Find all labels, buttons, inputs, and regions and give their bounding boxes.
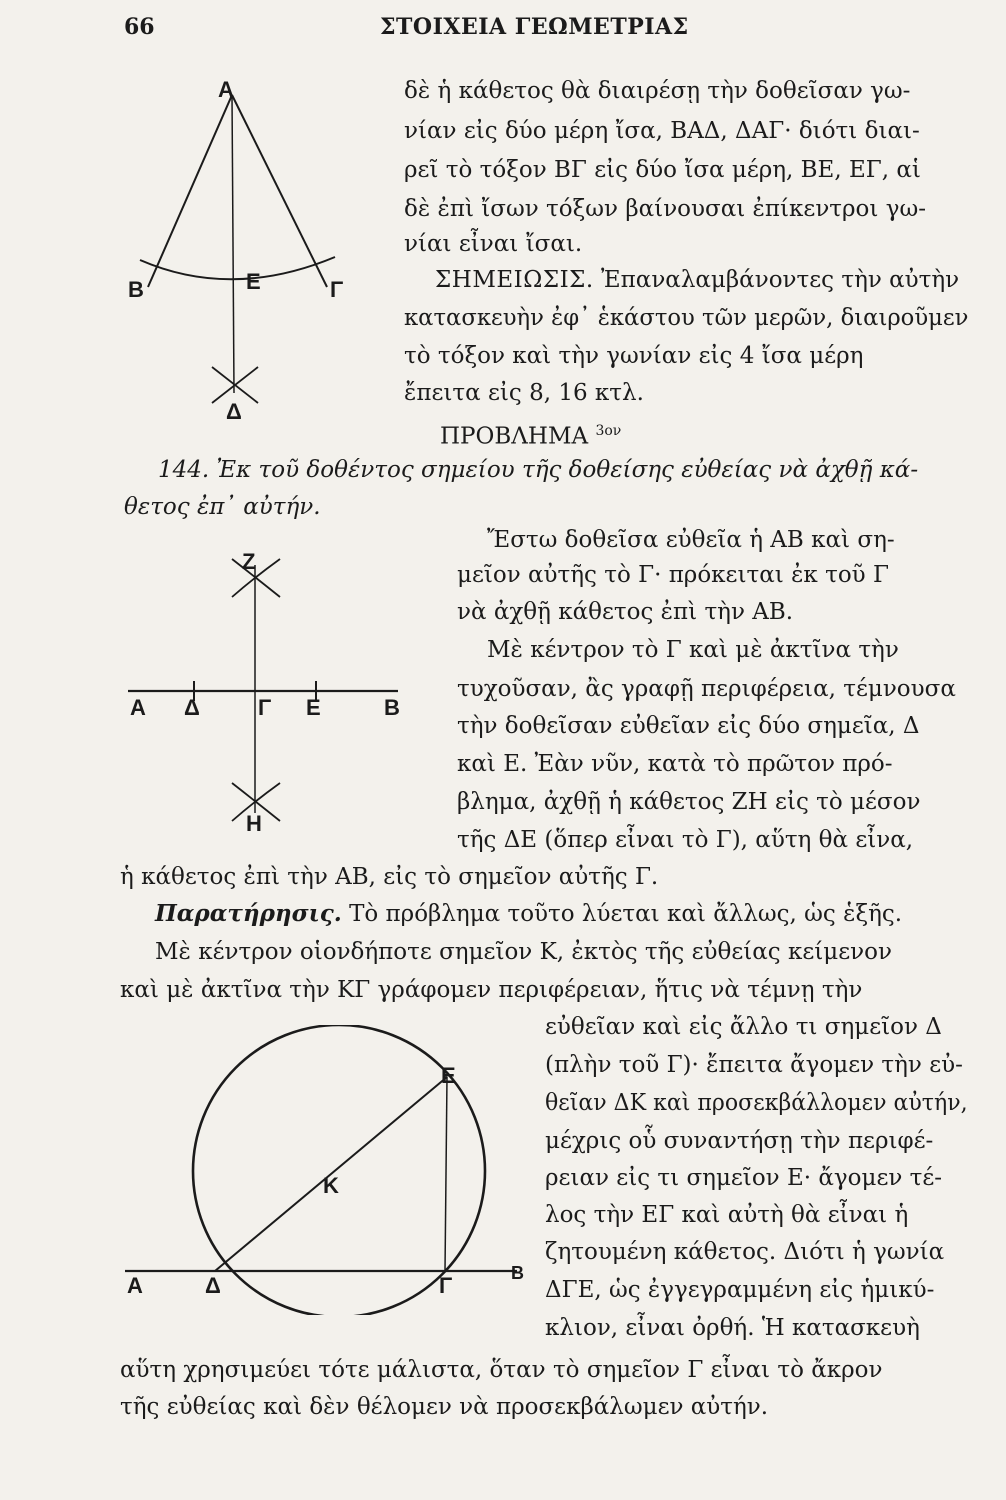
figure-semicircle-perpendicular — [115, 1025, 535, 1315]
note-line — [435, 265, 959, 295]
fig3-label-E: Ε — [441, 1063, 456, 1088]
fig1-label-B: Β — [128, 277, 144, 302]
text-line: νὰ ἀχθῇ κάθετος ἐπὶ τὴν ΑΒ. — [457, 599, 794, 625]
text-line: τῆς εὐθείας καὶ δὲν θέλομεν νὰ προσεκβάλωμεν αὐτήν. — [120, 1394, 769, 1420]
text-line: τὴν δοθεῖσαν εὐθεῖαν εἰς δύο σημεῖα, Δ — [457, 713, 920, 739]
fig1-line-AD — [232, 95, 234, 393]
fig3-label-B: Β — [511, 1263, 524, 1283]
text-line: ρεῖ τὸ τόξον ΒΓ εἰς δύο ἴσα μέρη, ΒΕ, ΕΓ, αἱ — [404, 157, 921, 183]
text-line: μέχρις οὗ συναντήσῃ τὴν περιφέ- — [545, 1128, 934, 1154]
text-line: δὲ ἐπὶ ἴσων τόξων βαίνουσαι ἐπίκεντροι γω- — [404, 196, 927, 222]
figure-perpendicular-on-line — [120, 545, 410, 835]
text-line: τῆς ΔΕ (ὅπερ εἶναι τὸ Γ), αὕτη θὰ εἶνα, — [457, 827, 914, 853]
text-line: εὐθεῖαν καὶ εἰς ἄλλο τι σημεῖον Δ — [545, 1014, 942, 1040]
remark-heading: Παρατήρησις. — [155, 900, 342, 927]
text-line: λος τὴν ΕΓ καὶ αὐτὴ θὰ εἶναι ἡ — [545, 1202, 909, 1228]
text-line: τὸ τόξον καὶ τὴν γωνίαν εἰς 4 ἴσα μέρη — [404, 343, 864, 369]
figure-angle-bisector — [120, 75, 370, 420]
problem-number: 3ον — [595, 423, 622, 439]
fig1-line-AG — [232, 95, 327, 287]
text-line: Μὲ κέντρον οἱονδήποτε σημεῖον Κ, ἐκτὸς τῆς εὐθείας κείμενον — [155, 939, 892, 965]
text-line: θεῖαν ΔΚ καὶ προσεκβάλλομεν αὐτήν, — [545, 1090, 968, 1116]
text-line: ρειαν εἰς τι σημεῖον Ε· ἄγομεν τέ- — [545, 1165, 943, 1191]
running-title: ΣΤΟΙΧΕΙΑ ΓΕΩΜΕΤΡΙΑΣ — [380, 14, 689, 40]
text-line: κλιον, εἶναι ὀρθή. Ἡ κατασκευὴ — [545, 1315, 920, 1341]
text-line: δὲ ἡ κάθετος θὰ διαιρέσῃ τὴν δοθεῖσαν γω- — [404, 78, 911, 104]
text-line: τυχοῦσαν, ἂς γραφῇ περιφέρεια, τέμνουσα — [457, 676, 956, 702]
fig1-arc-BG — [140, 257, 335, 279]
fig2-label-G: Γ — [258, 695, 272, 720]
problem-statement-a: Ἐκ τοῦ δοθέντος σημείου τῆς δοθείσης εὐθείας νὰ ἀχθῇ κά- — [216, 457, 919, 483]
fig2-label-H: Η — [246, 811, 262, 835]
text-line: αὕτη χρησιμεύει τότε μάλιστα, ὅταν τὸ σημεῖον Γ εἶναι τὸ ἄκρον — [120, 1357, 883, 1383]
fig3-label-K: Κ — [323, 1173, 339, 1198]
text-line: κατασκευὴν ἐφ᾽ ἑκάστου τῶν μερῶν, διαιροῦμεν — [404, 305, 969, 331]
fig1-label-E: Ε — [246, 269, 261, 294]
text-line: ΔΓΕ, ὡς ἐγγεγραμμένη εἰς ἡμικύ- — [545, 1277, 935, 1303]
fig3-label-G: Γ — [439, 1273, 453, 1298]
fig1-line-AB — [148, 95, 232, 287]
fig1-label-D: Δ — [226, 399, 242, 420]
problem-title: ΠΡΟΒΛΗΜΑ — [440, 423, 589, 450]
problem-number-144: 144. — [158, 457, 210, 483]
text-line: ἔπειτα εἰς 8, 16 κτλ. — [404, 380, 644, 406]
remark-line — [155, 899, 902, 929]
problem-heading — [440, 416, 621, 452]
text-line: νίαν εἰς δύο μέρη ἴσα, ΒΑΔ, ΔΑΓ· διότι διαι- — [404, 118, 920, 144]
problem-statement-b: θετος ἐπ᾽ αὐτήν. — [124, 494, 321, 520]
text-line: καὶ μὲ ἀκτῖνα τὴν ΚΓ γράφομεν περιφέρειαν, ἥτις νὰ τέμνῃ τὴν — [120, 977, 863, 1003]
fig1-label-G: Γ — [330, 277, 344, 302]
fig2-label-Z: Ζ — [242, 549, 256, 574]
fig2-label-B: Β — [384, 695, 400, 720]
fig3-label-A: Α — [127, 1273, 143, 1298]
fig3-label-D: Δ — [205, 1273, 221, 1298]
text-line: (πλὴν τοῦ Γ)· ἔπειτα ἄγομεν τὴν εὐ- — [545, 1052, 963, 1078]
text-line: ζητουμένη κάθετος. Διότι ἡ γωνία — [545, 1239, 945, 1265]
text-line: Ἔστω δοθεῖσα εὐθεῖα ἡ ΑΒ καὶ ση- — [487, 527, 895, 553]
text-line: Μὲ κέντρον τὸ Γ καὶ μὲ ἀκτῖνα τὴν — [487, 637, 899, 663]
note-heading: ΣΗΜΕΙΩΣΙΣ. — [435, 267, 594, 293]
remark-text: Τὸ πρόβλημα τοῦτο λύεται καὶ ἄλλως, ὡς ἑξῆς. — [349, 901, 903, 927]
fig2-label-A: Α — [130, 695, 146, 720]
fig2-label-E: Ε — [306, 695, 321, 720]
problem-statement — [158, 455, 918, 485]
text-line: καὶ Ε. Ἐὰν νῦν, κατὰ τὸ πρῶτον πρό- — [457, 751, 893, 777]
fig3-line-EG — [445, 1077, 447, 1271]
fig1-label-A: Α — [218, 77, 234, 102]
text-line: βλημα, ἀχθῇ ἡ κάθετος ΖΗ εἰς τὸ μέσον — [457, 789, 921, 815]
text-line: μεῖον αὐτῆς τὸ Γ· πρόκειται ἐκ τοῦ Γ — [457, 562, 889, 588]
text-line: νίαι εἶναι ἴσαι. — [404, 231, 583, 257]
fig2-label-D: Δ — [184, 695, 200, 720]
note-text: Ἐπαναλαμβάνοντες τὴν αὐτὴν — [601, 267, 960, 293]
text-line: ἡ κάθετος ἐπὶ τὴν ΑΒ, εἰς τὸ σημεῖον αὐτῆς Γ. — [120, 864, 659, 890]
page-number: 66 — [124, 14, 155, 40]
